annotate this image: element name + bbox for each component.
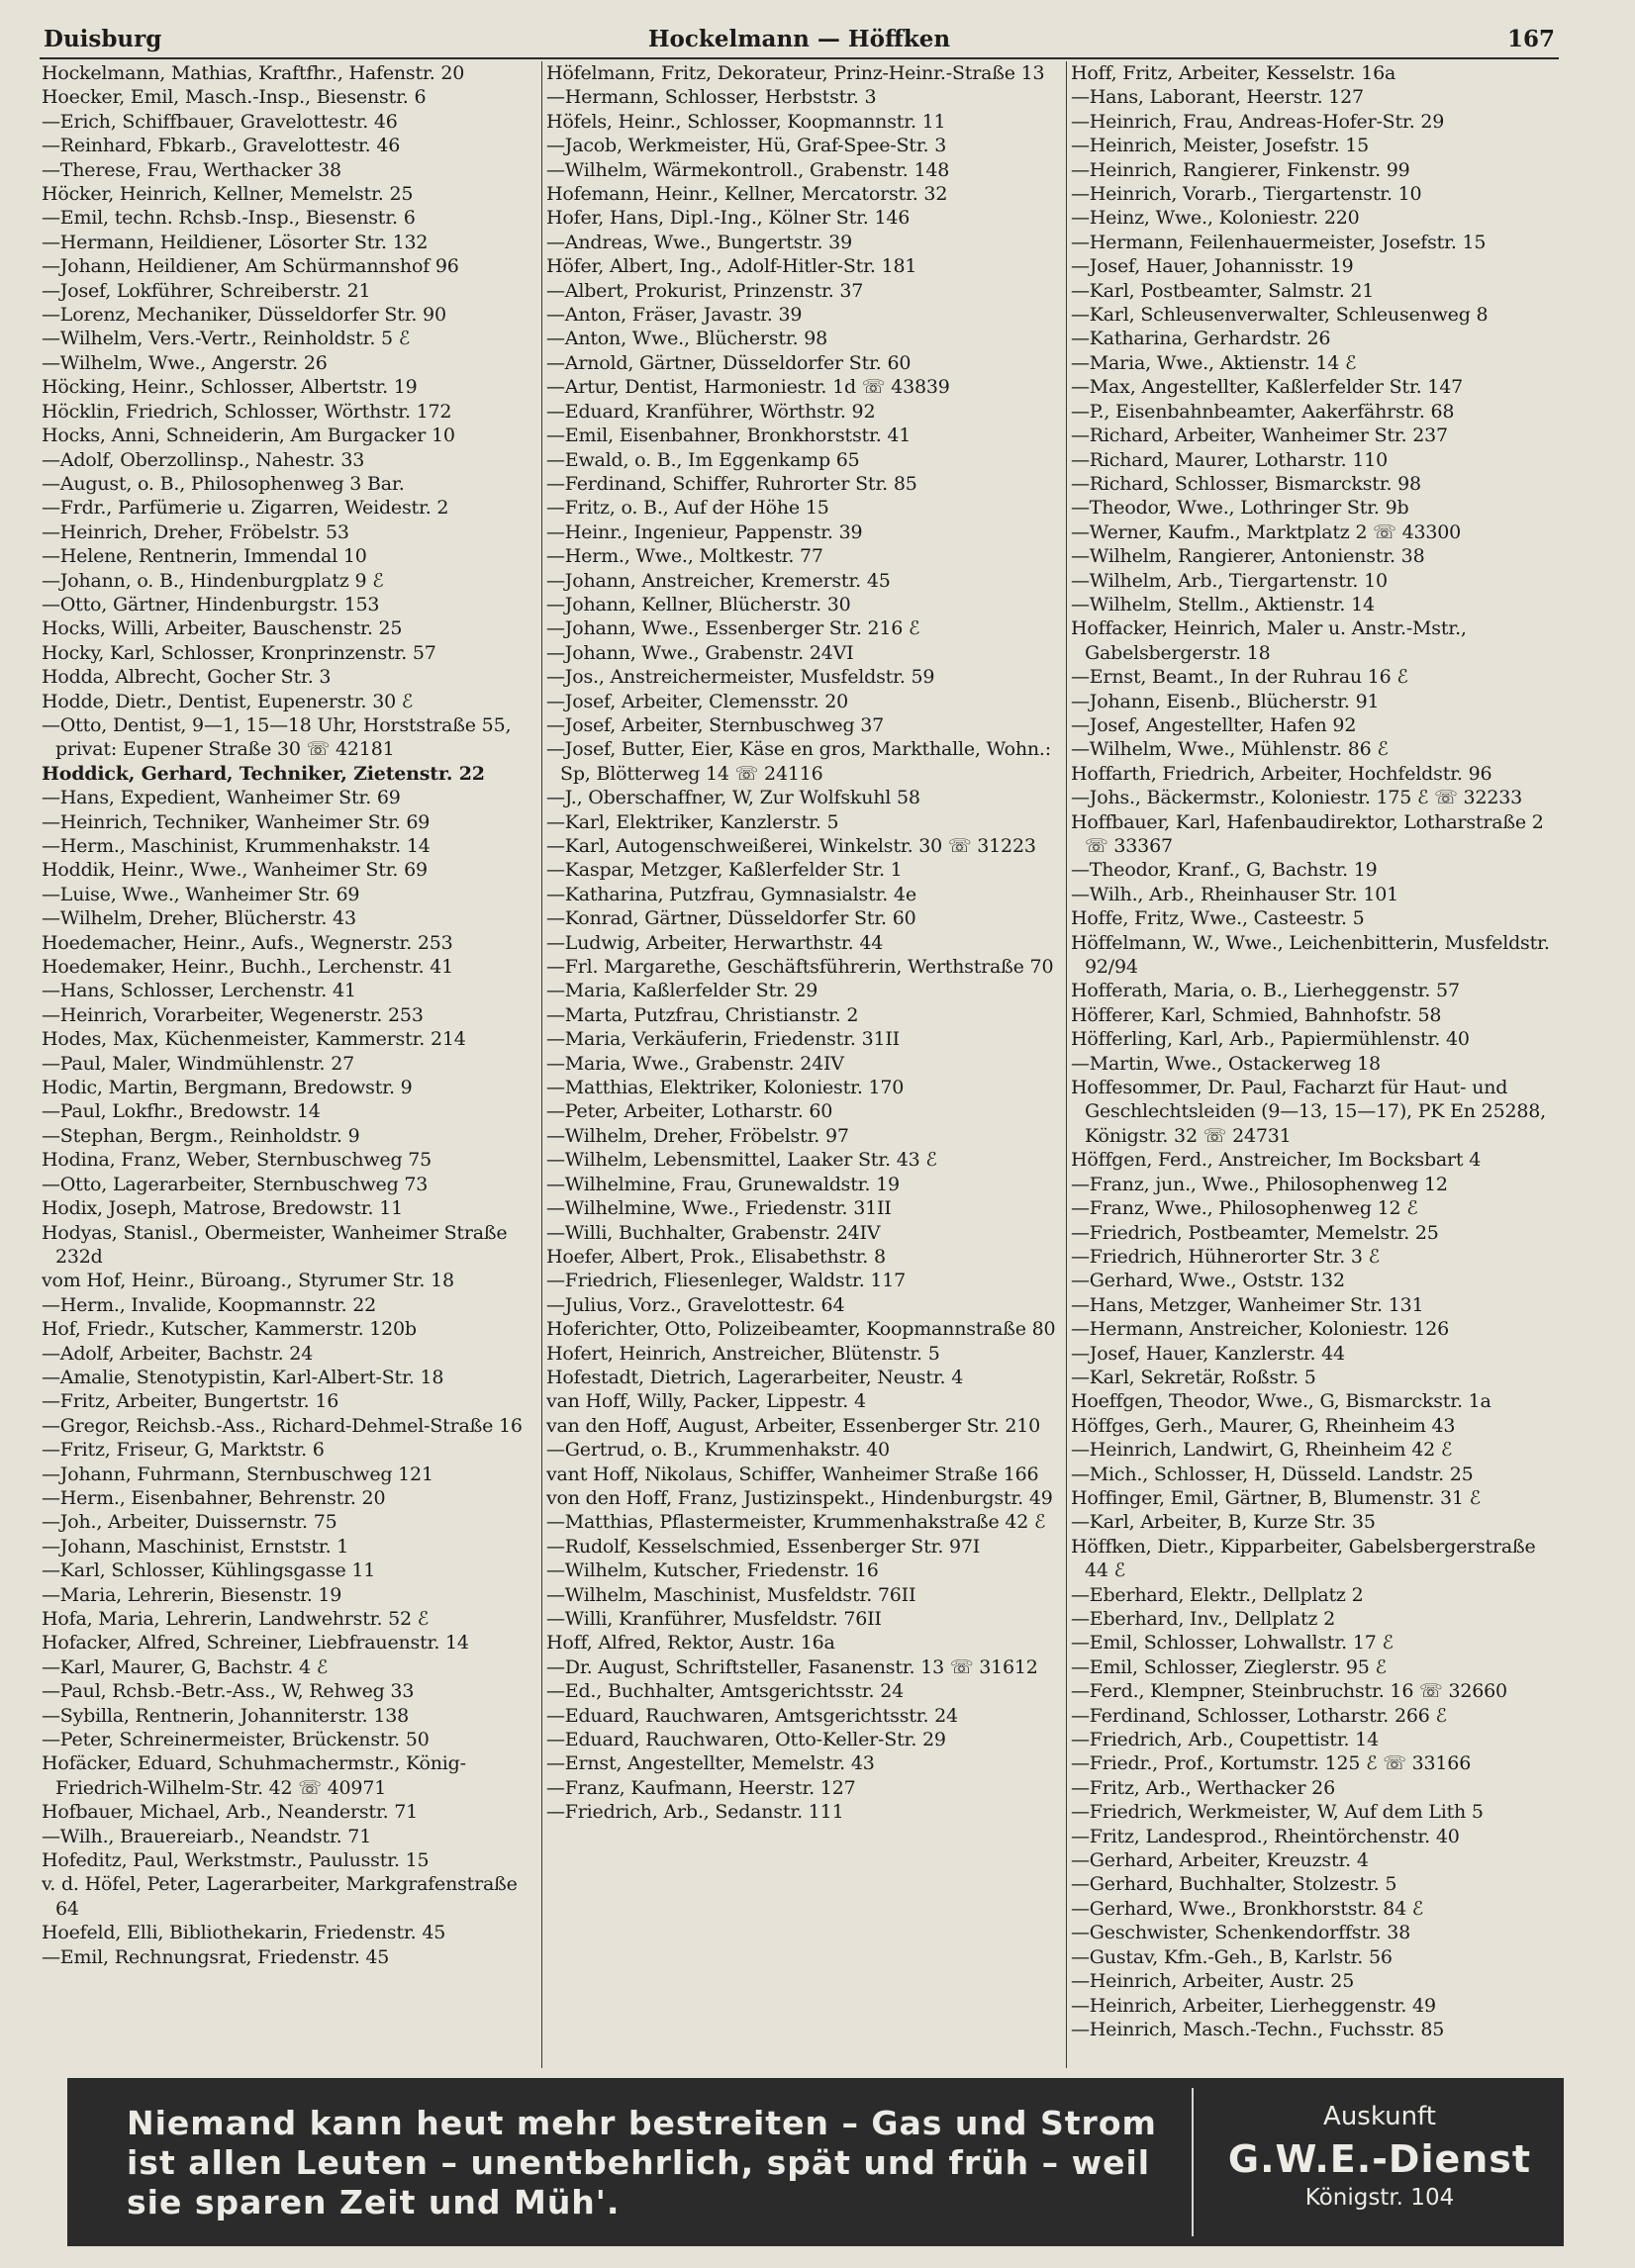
directory-entry: —Albert, Prokurist, Prinzenstr. 37 xyxy=(546,279,864,302)
directory-entry: Hoffbauer, Karl, Hafenbaudirektor, Lotharstraße 2 ☏ 33367 xyxy=(1071,810,1544,857)
directory-entry: —Wilhelm, Wärmekontroll., Grabenstr. 148 xyxy=(546,158,950,181)
directory-entry: —Heinrich, Masch.-Techn., Fuchsstr. 85 xyxy=(1071,2018,1445,2040)
directory-entry: —Heinr., Ingenieur, Pappenstr. 39 xyxy=(546,520,863,543)
directory-entry: —Gerhard, Wwe., Oststr. 132 xyxy=(1071,1270,1345,1292)
directory-entry: —Eduard, Rauchwaren, Amtsgerichtsstr. 24 xyxy=(546,1704,958,1727)
directory-entry: Hoedemacher, Heinr., Aufs., Wegnerstr. 253 xyxy=(42,931,453,954)
directory-entry: —Maria, Wwe., Grabenstr. 24IV xyxy=(546,1052,844,1075)
directory-entry: Hoefer, Albert, Prok., Elisabethstr. 8 xyxy=(546,1245,886,1268)
directory-entry: —Josef, Angestellter, Hafen 92 xyxy=(1071,713,1357,736)
directory-entry: —Lorenz, Mechaniker, Düsseldorfer Str. 90 xyxy=(42,304,446,327)
directory-entry: —Heinz, Wwe., Koloniestr. 220 xyxy=(1071,207,1360,230)
directory-entry: —Wilhelm, Wwe., Mühlenstr. 86 ℰ xyxy=(1071,738,1389,761)
directory-entry: —Johann, Kellner, Blücherstr. 30 xyxy=(546,593,851,615)
page-header xyxy=(40,18,1559,59)
directory-entry: —Fritz, Arb., Werthacker 26 xyxy=(1071,1776,1335,1799)
directory-entry: —Johann, Anstreicher, Kremerstr. 45 xyxy=(546,569,891,592)
directory-entry: —Richard, Arbeiter, Wanheimer Str. 237 xyxy=(1071,425,1448,447)
header-range: Hockelmann — Höffken xyxy=(647,26,951,52)
directory-entry: Hodde, Dietr., Dentist, Eupenerstr. 30 ℰ xyxy=(42,690,414,712)
ad-address: Königstr. 104 xyxy=(1304,2185,1455,2211)
directory-entry: —Peter, Arbeiter, Lotharstr. 60 xyxy=(546,1100,833,1123)
directory-entry: —Gregor, Reichsb.-Ass., Richard-Dehmel-Straße 16 xyxy=(42,1414,523,1437)
directory-entry: —Dr. August, Schriftsteller, Fasanenstr. 13 ☏ 31612 xyxy=(546,1655,1038,1678)
directory-entry: —Heinrich, Meister, Josefstr. 15 xyxy=(1071,135,1370,157)
directory-entry: Hofert, Heinrich, Anstreicher, Blütenstr. 5 xyxy=(546,1342,940,1365)
directory-entry: —Herm., Maschinist, Krummenhakstr. 14 xyxy=(42,835,431,857)
directory-entry: van Hoff, Willy, Packer, Lippestr. 4 xyxy=(546,1390,866,1413)
directory-entry: —Ferd., Klempner, Steinbruchstr. 16 ☏ 32660 xyxy=(1071,1680,1507,1703)
directory-entry: —Friedrich, Arb., Coupettistr. 14 xyxy=(1071,1729,1379,1751)
directory-entry: —Paul, Lokfhr., Bredowstr. 14 xyxy=(42,1100,321,1123)
directory-entry: —Emil, Rechnungsrat, Friedenstr. 45 xyxy=(42,1945,390,1968)
directory-entry: Hoefeld, Elli, Bibliothekarin, Friedenstr. 45 xyxy=(42,1922,446,1944)
directory-entry: Höfer, Albert, Ing., Adolf-Hitler-Str. 181 xyxy=(546,255,917,278)
directory-entry: Hodda, Albrecht, Gocher Str. 3 xyxy=(42,666,332,689)
directory-entry: Hoffinger, Emil, Gärtner, B, Blumenstr. 31 ℰ xyxy=(1071,1486,1481,1509)
directory-entry: —Otto, Gärtner, Hindenburgstr. 153 xyxy=(42,593,380,615)
directory-entry: —Joh., Arbeiter, Duissernstr. 75 xyxy=(42,1511,337,1534)
directory-entry: —Erich, Schiffbauer, Gravelottestr. 46 xyxy=(42,110,398,133)
ad-contact xyxy=(1196,2078,1564,2246)
directory-entry: —Konrad, Gärtner, Düsseldorfer Str. 60 xyxy=(546,907,916,930)
directory-entry: —Karl, Postbeamter, Salmstr. 21 xyxy=(1071,279,1375,302)
directory-entry: Hoddik, Heinr., Wwe., Wanheimer Str. 69 xyxy=(42,859,428,882)
directory-entry: —Heinrich, Arbeiter, Lierheggenstr. 49 xyxy=(1071,1994,1436,2017)
directory-entry: —J., Oberschaffner, W, Zur Wolfskuhl 58 xyxy=(546,787,920,809)
directory-entry: v. d. Höfel, Peter, Lagerarbeiter, Markgrafenstraße 64 xyxy=(42,1873,518,1920)
directory-entry: Hofestadt, Dietrich, Lagerarbeiter, Neustr. 4 xyxy=(546,1366,964,1388)
directory-entry: —Wilhelm, Stellm., Aktienstr. 14 xyxy=(1071,593,1375,615)
directory-entry: —Andreas, Wwe., Bungertstr. 39 xyxy=(546,231,852,253)
directory-entry: —P., Eisenbahnbeamter, Aakerfährstr. 68 xyxy=(1071,400,1455,423)
directory-entry: —Hans, Schlosser, Lerchenstr. 41 xyxy=(42,980,356,1002)
directory-entry: —Karl, Autogenschweißerei, Winkelstr. 30 ☏ 31223 xyxy=(546,835,1036,857)
directory-entry: Hofeditz, Paul, Werkstmstr., Paulusstr. 15 xyxy=(42,1849,430,1872)
directory-entry: —Therese, Frau, Werthacker 38 xyxy=(42,158,341,181)
directory-entry: —Willi, Kranführer, Musfeldstr. 76II xyxy=(546,1608,882,1630)
directory-entry: —Artur, Dentist, Harmoniestr. 1d ☏ 43839 xyxy=(546,376,950,399)
directory-entry: —Marta, Putzfrau, Christianstr. 2 xyxy=(546,1003,859,1026)
directory-entry: —Friedrich, Arb., Sedanstr. 111 xyxy=(546,1801,844,1824)
directory-entry: —Emil, Eisenbahner, Bronkhorststr. 41 xyxy=(546,425,912,447)
directory-entry: Höffgen, Ferd., Anstreicher, Im Bocksbart 4 xyxy=(1071,1149,1482,1172)
directory-entry: —Frl. Margarethe, Geschäftsführerin, Werthstraße 70 xyxy=(546,956,1054,979)
page-number: 167 xyxy=(1506,26,1555,52)
directory-entry: —Hans, Laborant, Heerstr. 127 xyxy=(1071,86,1364,109)
directory-entry: —Franz, Wwe., Philosophenweg 12 ℰ xyxy=(1071,1197,1418,1220)
directory-entry: —Anton, Fräser, Javastr. 39 xyxy=(546,304,803,327)
directory-entry: Hodix, Joseph, Matrose, Bredowstr. 11 xyxy=(42,1197,403,1220)
column-3 xyxy=(1071,61,1561,2068)
directory-entry: —Josef, Hauer, Kanzlerstr. 44 xyxy=(1071,1342,1345,1365)
directory-entry: —Gerhard, Wwe., Bronkhorststr. 84 ℰ xyxy=(1071,1897,1424,1920)
directory-entry: Hofbauer, Michael, Arb., Neanderstr. 71 xyxy=(42,1801,419,1824)
directory-entry: —Herm., Invalide, Koopmannstr. 22 xyxy=(42,1293,377,1316)
directory-entry: —Maria, Lehrerin, Biesenstr. 19 xyxy=(42,1583,342,1606)
directory-entry: —Maria, Kaßlerfelder Str. 29 xyxy=(546,980,818,1002)
directory-entry: —Gerhard, Buchhalter, Stolzestr. 5 xyxy=(1071,1873,1397,1896)
directory-entry: —Otto, Lagerarbeiter, Sternbuschweg 73 xyxy=(42,1173,429,1195)
directory-entry: —Adolf, Arbeiter, Bachstr. 24 xyxy=(42,1342,314,1365)
ad-divider xyxy=(1192,2088,1194,2236)
directory-entry: —Wilhelm, Lebensmittel, Laaker Str. 43 ℰ xyxy=(546,1149,937,1172)
advertisement-banner xyxy=(67,2078,1564,2246)
directory-entry: —Johann, Wwe., Essenberger Str. 216 ℰ xyxy=(546,617,920,640)
directory-entry: —Otto, Dentist, 9—1, 15—18 Uhr, Horststraße 55, privat: Eupener Straße 30 ☏ 42181 xyxy=(42,713,512,761)
directory-entry: Hodes, Max, Küchenmeister, Kammerstr. 214 xyxy=(42,1028,466,1051)
directory-entry: —Richard, Maurer, Lotharstr. 110 xyxy=(1071,448,1388,471)
directory-entry: —Wilhelm, Maschinist, Musfeldstr. 76II xyxy=(546,1583,916,1606)
column-divider xyxy=(1066,61,1067,2068)
directory-entry: —Johann, Wwe., Grabenstr. 24VI xyxy=(546,641,854,664)
directory-entry: —Heinrich, Frau, Andreas-Hofer-Str. 29 xyxy=(1071,110,1445,133)
directory-entry: —Hermann, Heildiener, Lösorter Str. 132 xyxy=(42,231,429,253)
directory-entry: —Friedrich, Fliesenleger, Waldstr. 117 xyxy=(546,1270,907,1292)
column-2 xyxy=(546,61,1061,2068)
directory-entry: —Ludwig, Arbeiter, Herwarthstr. 44 xyxy=(546,931,884,954)
directory-entry: vant Hoff, Nikolaus, Schiffer, Wanheimer Straße 166 xyxy=(546,1463,1039,1485)
directory-entry: —Karl, Arbeiter, B, Kurze Str. 35 xyxy=(1071,1511,1376,1534)
directory-entry: —Ernst, Beamt., In der Ruhrau 16 ℰ xyxy=(1071,666,1408,689)
directory-entry: —Heinrich, Arbeiter, Austr. 25 xyxy=(1071,1970,1355,1993)
directory-entry: —Fritz, Landesprod., Rheintörchenstr. 40 xyxy=(1071,1825,1460,1847)
directory-entry: —Eduard, Rauchwaren, Otto-Keller-Str. 29 xyxy=(546,1729,946,1751)
directory-entry: —Johann, Maschinist, Ernststr. 1 xyxy=(42,1535,349,1558)
directory-entry: —Helene, Rentnerin, Immendal 10 xyxy=(42,545,367,568)
directory-entry: —Fritz, Arbeiter, Bungertstr. 16 xyxy=(42,1390,339,1413)
directory-entry: —Geschwister, Schenkendorffstr. 38 xyxy=(1071,1922,1411,1944)
directory-entry: —Friedr., Prof., Kortumstr. 125 ℰ ☏ 33166 xyxy=(1071,1752,1472,1775)
directory-entry: —Franz, jun., Wwe., Philosophenweg 12 xyxy=(1071,1173,1448,1195)
directory-entry: —Sybilla, Rentnerin, Johanniterstr. 138 xyxy=(42,1704,409,1727)
directory-entry: —Mich., Schlosser, H, Düsseld. Landstr. 25 xyxy=(1071,1463,1474,1485)
directory-entry: —Rudolf, Kesselschmied, Essenberger Str. 97I xyxy=(546,1535,981,1558)
column-1 xyxy=(42,61,536,2068)
directory-entry: —Katharina, Putzfrau, Gymnasialstr. 4e xyxy=(546,883,916,905)
directory-entry: Hofacker, Alfred, Schreiner, Liebfrauenstr. 14 xyxy=(42,1632,469,1654)
directory-entry: —Herm., Wwe., Moltkestr. 77 xyxy=(546,545,823,568)
ad-company: G.W.E.-Dienst xyxy=(1227,2137,1532,2181)
directory-entry: Höfferer, Karl, Schmied, Bahnhofstr. 58 xyxy=(1071,1003,1442,1026)
directory-entry: —Paul, Maler, Windmühlenstr. 27 xyxy=(42,1052,354,1075)
directory-entry: —Karl, Maurer, G, Bachstr. 4 ℰ xyxy=(42,1655,329,1678)
directory-entry: —Ewald, o. B., Im Eggenkamp 65 xyxy=(546,448,860,471)
directory-entry: Hoedemaker, Heinr., Buchh., Lerchenstr. 41 xyxy=(42,956,454,979)
directory-entry: —Josef, Arbeiter, Clemensstr. 20 xyxy=(546,690,849,712)
directory-entry: —Wilh., Arb., Rheinhauser Str. 101 xyxy=(1071,883,1398,905)
directory-entry: —Josef, Lokführer, Schreiberstr. 21 xyxy=(42,279,371,302)
directory-entry: —Friedrich, Hühnerorter Str. 3 ℰ xyxy=(1071,1245,1380,1268)
directory-entry: —Josef, Arbeiter, Sternbuschweg 37 xyxy=(546,713,885,736)
directory-entry: —Wilhelm, Vers.-Vertr., Reinholdstr. 5 ℰ xyxy=(42,328,411,350)
directory-entry: —Ed., Buchhalter, Amtsgerichtsstr. 24 xyxy=(546,1680,905,1703)
directory-entry: —Hermann, Feilenhauermeister, Josefstr. 15 xyxy=(1071,231,1487,253)
directory-entry: Höffges, Gerh., Maurer, G, Rheinheim 43 xyxy=(1071,1414,1456,1437)
directory-entry: —Matthias, Pflastermeister, Krummenhakstraße 42 ℰ xyxy=(546,1511,1046,1534)
directory-entry: —Anton, Wwe., Blücherstr. 98 xyxy=(546,328,828,350)
directory-entry: —Eberhard, Elektr., Dellplatz 2 xyxy=(1071,1583,1364,1606)
directory-entry: Hofemann, Heinr., Kellner, Mercatorstr. 32 xyxy=(546,183,948,206)
directory-entry: —Johs., Bäckermstr., Koloniestr. 175 ℰ ☏ 32233 xyxy=(1071,787,1522,809)
directory-entry: —Jacob, Werkmeister, Hü, Graf-Spee-Str. 3 xyxy=(546,135,947,157)
directory-entry: —Theodor, Kranf., G, Bachstr. 19 xyxy=(1071,859,1378,882)
directory-entry: —Emil, techn. Rchsb.-Insp., Biesenstr. 6 xyxy=(42,207,416,230)
directory-entry: Hoeffgen, Theodor, Wwe., G, Bismarckstr. 1a xyxy=(1071,1390,1491,1413)
directory-entry: —Werner, Kaufm., Marktplatz 2 ☏ 43300 xyxy=(1071,520,1462,543)
directory-entry: —Emil, Schlosser, Zieglerstr. 95 ℰ xyxy=(1071,1655,1387,1678)
directory-entry: —Heinrich, Dreher, Fröbelstr. 53 xyxy=(42,520,349,543)
directory-entry: —Kaspar, Metzger, Kaßlerfelder Str. 1 xyxy=(546,859,903,882)
directory-entry: —Hans, Metzger, Wanheimer Str. 131 xyxy=(1071,1293,1424,1316)
directory-entry: —Wilhelm, Dreher, Fröbelstr. 97 xyxy=(546,1124,849,1147)
directory-entry: —Herm., Eisenbahner, Behrenstr. 20 xyxy=(42,1486,386,1509)
directory-entry: Höcklin, Friedrich, Schlosser, Wörthstr. 172 xyxy=(42,400,452,423)
directory-entry: —Fritz, o. B., Auf der Höhe 15 xyxy=(546,497,829,520)
directory-entry: Hoddick, Gerhard, Techniker, Zietenstr. 22 xyxy=(42,762,485,785)
directory-entry: —Richard, Schlosser, Bismarckstr. 98 xyxy=(1071,472,1421,495)
directory-entry: —Martin, Wwe., Ostackerweg 18 xyxy=(1071,1052,1381,1075)
directory-entry: Höffken, Dietr., Kipparbeiter, Gabelsbergerstraße 44 ℰ xyxy=(1071,1535,1536,1582)
directory-entry: Hockelmann, Mathias, Kraftfhr., Hafenstr. 20 xyxy=(42,62,465,84)
directory-entry: Hofäcker, Eduard, Schuhmachermstr., König-Friedrich-Wilhelm-Str. 42 ☏ 40971 xyxy=(42,1752,466,1799)
directory-entry: —Amalie, Stenotypistin, Karl-Albert-Str. 18 xyxy=(42,1366,444,1388)
directory-entry: —Karl, Schleusenverwalter, Schleusenweg 8 xyxy=(1071,304,1489,327)
directory-entry: —Theodor, Wwe., Lothringer Str. 9b xyxy=(1071,497,1409,520)
directory-entry: Hoff, Alfred, Rektor, Austr. 16a xyxy=(546,1632,835,1654)
directory-entry: —Frdr., Parfümerie u. Zigarren, Weidestr. 2 xyxy=(42,497,449,520)
directory-entry: —Eberhard, Inv., Dellplatz 2 xyxy=(1071,1608,1335,1630)
directory-entry: —Heinrich, Rangierer, Finkenstr. 99 xyxy=(1071,158,1410,181)
directory-entry: Hocks, Anni, Schneiderin, Am Burgacker 10 xyxy=(42,425,455,447)
directory-entry: Höcking, Heinr., Schlosser, Albertstr. 19 xyxy=(42,376,418,399)
directory-entry: —Hans, Expedient, Wanheimer Str. 69 xyxy=(42,787,401,809)
directory-entry: Hoff, Fritz, Arbeiter, Kesselstr. 16a xyxy=(1071,62,1396,84)
directory-entry: —Wilhelm, Kutscher, Friedenstr. 16 xyxy=(546,1559,879,1582)
directory-columns xyxy=(42,61,1561,2068)
directory-entry: —Paul, Rchsb.-Betr.-Ass., W, Rehweg 33 xyxy=(42,1680,415,1703)
directory-entry: Hodina, Franz, Weber, Sternbuschweg 75 xyxy=(42,1149,433,1172)
directory-entry: —Franz, Kaufmann, Heerstr. 127 xyxy=(546,1776,856,1799)
directory-entry: vom Hof, Heinr., Büroang., Styrumer Str. 18 xyxy=(42,1270,454,1292)
directory-entry: —Johann, o. B., Hindenburgplatz 9 ℰ xyxy=(42,569,384,592)
directory-entry: —Ferdinand, Schlosser, Lotharstr. 266 ℰ xyxy=(1071,1704,1447,1727)
ad-label: Auskunft xyxy=(1323,2102,1436,2131)
directory-entry: —Hermann, Anstreicher, Koloniestr. 126 xyxy=(1071,1318,1450,1341)
directory-entry: —Gertrud, o. B., Krummenhakstr. 40 xyxy=(546,1439,890,1462)
directory-entry: —Wilhelm, Wwe., Angerstr. 26 xyxy=(42,351,328,374)
directory-entry: Hoffacker, Heinrich, Maler u. Anstr.-Mstr., Gabelsbergerstr. 18 xyxy=(1071,617,1467,664)
directory-entry: Hodyas, Stanisl., Obermeister, Wanheimer Straße 232d xyxy=(42,1221,508,1268)
directory-entry: —Maria, Wwe., Aktienstr. 14 ℰ xyxy=(1071,351,1357,374)
directory-entry: —Stephan, Bergm., Reinholdstr. 9 xyxy=(42,1124,360,1147)
directory-entry: —Emil, Schlosser, Lohwallstr. 17 ℰ xyxy=(1071,1632,1394,1654)
directory-entry: —Luise, Wwe., Wanheimer Str. 69 xyxy=(42,883,360,905)
directory-entry: van den Hoff, August, Arbeiter, Essenberger Str. 210 xyxy=(546,1414,1041,1437)
directory-entry: —Jos., Anstreichermeister, Musfeldstr. 59 xyxy=(546,666,935,689)
directory-entry: Höffelmann, W., Wwe., Leichenbitterin, Musfeldstr. 92/94 xyxy=(1071,931,1550,979)
directory-entry: —Arnold, Gärtner, Düsseldorfer Str. 60 xyxy=(546,351,912,374)
directory-entry: Höcker, Heinrich, Kellner, Memelstr. 25 xyxy=(42,183,414,206)
column-divider xyxy=(541,61,542,2068)
directory-entry: Höfelmann, Fritz, Dekorateur, Prinz-Heinr.-Straße 13 xyxy=(546,62,1045,84)
directory-entry: Hof, Friedr., Kutscher, Kammerstr. 120b xyxy=(42,1318,417,1341)
directory-entry: —Friedrich, Postbeamter, Memelstr. 25 xyxy=(1071,1221,1439,1244)
directory-entry: —Gerhard, Arbeiter, Kreuzstr. 4 xyxy=(1071,1849,1369,1872)
directory-entry: —Johann, Eisenb., Blücherstr. 91 xyxy=(1071,690,1380,712)
directory-entry: —Hermann, Schlosser, Herbststr. 3 xyxy=(546,86,877,109)
directory-entry: Hoffe, Fritz, Wwe., Casteestr. 5 xyxy=(1071,907,1365,930)
directory-entry: Hofferath, Maria, o. B., Lierheggenstr. 57 xyxy=(1071,980,1460,1002)
directory-entry: —Eduard, Kranführer, Wörthstr. 92 xyxy=(546,400,876,423)
directory-entry: —Matthias, Elektriker, Koloniestr. 170 xyxy=(546,1077,905,1099)
directory-entry: —Gustav, Kfm.-Geh., B, Karlstr. 56 xyxy=(1071,1945,1393,1968)
directory-entry: —Adolf, Oberzollinsp., Nahestr. 33 xyxy=(42,448,365,471)
directory-entry: von den Hoff, Franz, Justizinspekt., Hindenburgstr. 49 xyxy=(546,1486,1053,1509)
directory-entry: —Johann, Fuhrmann, Sternbuschweg 121 xyxy=(42,1463,433,1485)
directory-entry: Höfferling, Karl, Arb., Papiermühlenstr. 40 xyxy=(1071,1028,1470,1051)
header-city: Duisburg xyxy=(44,26,162,52)
directory-entry: —Maria, Verkäuferin, Friedenstr. 31II xyxy=(546,1028,900,1051)
directory-entry: —Wilhelm, Arb., Tiergartenstr. 10 xyxy=(1071,569,1388,592)
directory-entry: Hocks, Willi, Arbeiter, Bauschenstr. 25 xyxy=(42,617,403,640)
directory-entry: Hofa, Maria, Lehrerin, Landwehrstr. 52 ℰ xyxy=(42,1608,430,1630)
directory-entry: —Julius, Vorz., Gravelottestr. 64 xyxy=(546,1293,845,1316)
directory-entry: —Reinhard, Fbkarb., Gravelottestr. 46 xyxy=(42,135,401,157)
directory-entry: —Ernst, Angestellter, Memelstr. 43 xyxy=(546,1752,875,1775)
directory-entry: —Heinrich, Techniker, Wanheimer Str. 69 xyxy=(42,810,431,833)
directory-entry: —Wilhelmine, Wwe., Friedenstr. 31II xyxy=(546,1197,892,1220)
directory-entry: —Willi, Buchhalter, Grabenstr. 24IV xyxy=(546,1221,881,1244)
directory-entry: —Fritz, Friseur, G, Marktstr. 6 xyxy=(42,1439,325,1462)
directory-entry: —Heinrich, Vorarb., Tiergartenstr. 10 xyxy=(1071,183,1422,206)
directory-entry: —Wilhelm, Rangierer, Antonienstr. 38 xyxy=(1071,545,1425,568)
directory-entry: Höfels, Heinr., Schlosser, Koopmannstr. 11 xyxy=(546,110,946,133)
directory-entry: —Karl, Schlosser, Kühlingsgasse 11 xyxy=(42,1559,376,1582)
directory-entry: —Wilhelm, Dreher, Blücherstr. 43 xyxy=(42,907,356,930)
directory-entry: Hoffarth, Friedrich, Arbeiter, Hochfeldstr. 96 xyxy=(1071,762,1492,785)
directory-entry: Hodic, Martin, Bergmann, Bredowstr. 9 xyxy=(42,1077,413,1099)
directory-entry: —Josef, Butter, Eier, Käse en gros, Markthalle, Wohn.: Sp, Blötterweg 14 ☏ 24116 xyxy=(546,738,1051,785)
directory-entry: —Heinrich, Landwirt, G, Rheinheim 42 ℰ xyxy=(1071,1439,1453,1462)
directory-entry: —Karl, Sekretär, Roßstr. 5 xyxy=(1071,1366,1316,1388)
directory-entry: —Johann, Heildiener, Am Schürmannshof 96 xyxy=(42,255,459,278)
directory-entry: —Max, Angestellter, Kaßlerfelder Str. 147 xyxy=(1071,376,1463,399)
directory-entry: —Friedrich, Werkmeister, W, Auf dem Lith 5 xyxy=(1071,1801,1484,1824)
directory-entry: —Ferdinand, Schiffer, Ruhrorter Str. 85 xyxy=(546,472,917,495)
directory-entry: —Katharina, Gerhardstr. 26 xyxy=(1071,328,1331,350)
directory-entry: —Wilh., Brauereiarb., Neandstr. 71 xyxy=(42,1825,372,1847)
directory-entry: Hocky, Karl, Schlosser, Kronprinzenstr. 57 xyxy=(42,641,436,664)
directory-entry: Hoferichter, Otto, Polizeibeamter, Koopmannstraße 80 xyxy=(546,1318,1056,1341)
ad-slogan: Niemand kann heut mehr bestreiten – Gas und Strom ist allen Leuten – unentbehrlich, spät und früh – weil sie sparen Zeit und Müh'. xyxy=(127,2104,1157,2221)
directory-entry: —Josef, Hauer, Johannisstr. 19 xyxy=(1071,255,1354,278)
directory-entry: Hoecker, Emil, Masch.-Insp., Biesenstr. 6 xyxy=(42,86,427,109)
directory-entry: Hoffesommer, Dr. Paul, Facharzt für Haut- und Geschlechtsleiden (9—13, 15—17), PK En 25288, Königstr. 32 ☏ 24731 xyxy=(1071,1077,1546,1147)
directory-entry: —Peter, Schreinermeister, Brückenstr. 50 xyxy=(42,1729,430,1751)
directory-entry: Hofer, Hans, Dipl.-Ing., Kölner Str. 146 xyxy=(546,207,911,230)
directory-entry: —Wilhelmine, Frau, Grunewaldstr. 19 xyxy=(546,1173,900,1195)
directory-entry: —Heinrich, Vorarbeiter, Wegenerstr. 253 xyxy=(42,1003,424,1026)
directory-entry: —August, o. B., Philosophenweg 3 Bar. xyxy=(42,472,405,495)
directory-entry: —Karl, Elektriker, Kanzlerstr. 5 xyxy=(546,810,839,833)
